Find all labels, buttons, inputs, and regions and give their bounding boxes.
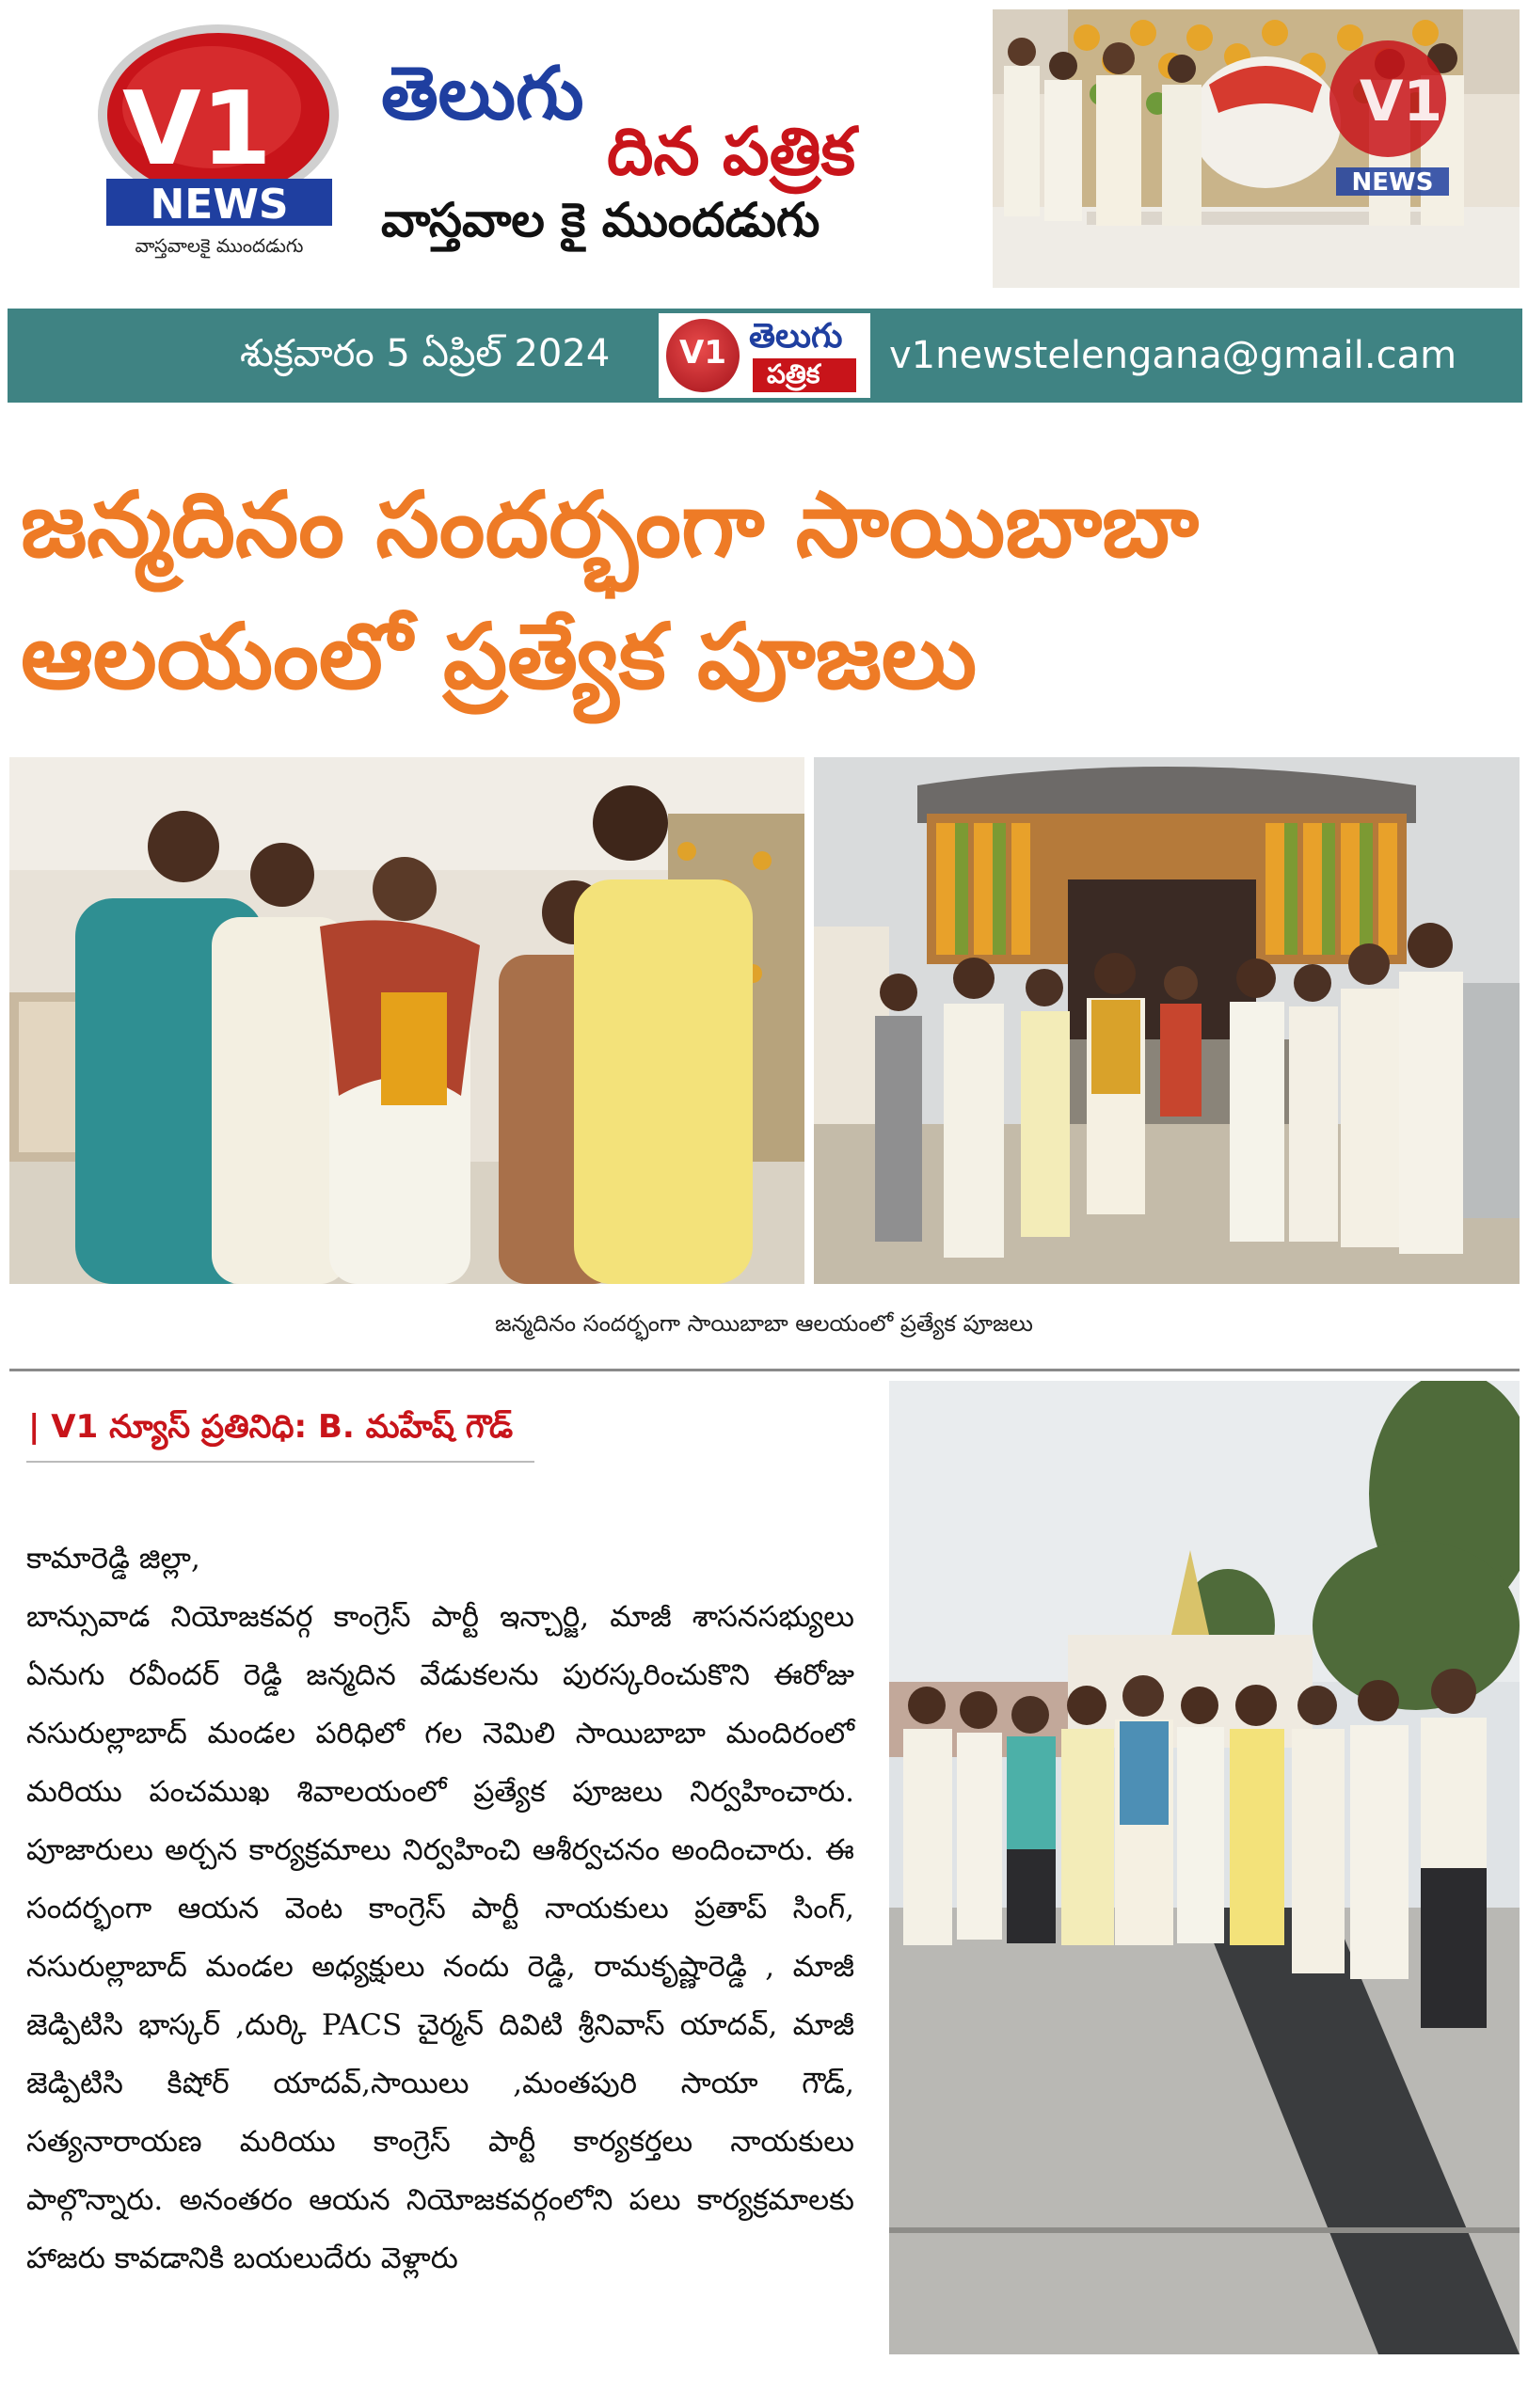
logo-tagline: వాస్తవాలకై ముందడుగు <box>135 234 304 257</box>
brand-tagline: వాస్తవాల కై ముందడుగు <box>381 193 820 247</box>
brand-telugu: తెలుగు <box>381 52 584 136</box>
section-divider <box>9 1369 1520 1371</box>
headline: జన్మదినం సందర్భంగా సాయిబాబా ఆలయంలో ప్రత్యేక పూజలు <box>21 472 1200 709</box>
brand-dina-patrika: దిన పత్రిక <box>607 113 855 190</box>
article-dateline: కామారెడ్డి జిల్లా, <box>26 1542 200 1576</box>
byline-underline <box>26 1461 534 1463</box>
masthead-temple-photo <box>993 9 1520 288</box>
band-logo-telugu: తెలుగు <box>749 317 843 356</box>
logo-news-text: NEWS <box>150 181 289 229</box>
svg-text:V1: V1 <box>1360 69 1443 135</box>
svg-text:NEWS: NEWS <box>1351 168 1434 197</box>
logo-v1-text: V1 <box>122 71 272 188</box>
v1-news-logo <box>89 21 348 261</box>
article-body <box>26 1529 854 2288</box>
band-logo-patrika: పత్రిక <box>767 358 820 389</box>
article-paragraph: బాన్సువాడ నియోజకవర్గ కాంగ్రెస్ పార్టీ ఇన్చార్జి, మాజీ శాసనసభ్యులు ఏనుగు రవీందర్ రెడ్డి జన్మదిన వేడుకలను పురస్కరించుకొని ఈరోజు నసురుల్లాబాద్ మండల పరిధిలో గల నెమిలి సాయిబాబా మందిరంలో మరియు పంచముఖ శివాలయంలో ప్రత్యేక పూజలు నిర్వహించారు. పూజారులు అర్చన కార్యక్రమాలు నిర్వహించి ఆశీర్వచనం అందించారు. ఈ సందర్భంగా ఆయన వెంట కాంగ్రెస్ పార్టీ నాయకులు ప్రతాప్ సింగ్, నసురుల్లాబాద్ మండల అధ్యక్షులు నందు రెడ్డి, రామకృష్ణారెడ్డి , మాజీ జెడ్పిటిసి భాస్కర్ ,దుర్కి PACS చైర్మన్ దివిటి శ్రీనివాస్ యాదవ్, మాజీ జెడ్పిటిసి కిషోర్ యాదవ్,సాయిలు ,మంతపురి సాయా గౌడ్, సత్యనారాయణ మరియు కాంగ్రెస్ పార్టీ కార్యకర్తలు నాయకులు పాల్గొన్నారు. అనంతరం ఆయన నియోజకవర్గంలోని పలు కార్యక్రమాలకు హాజరు కావడానికి బయలుదేరు వెళ్లారు <box>26 1600 854 2275</box>
band-logo-v1: V1 <box>679 334 726 372</box>
photo-caption: జన్మదినం సందర్భంగా సాయిబాబా ఆలయంలో ప్రత్యేక పూజలు <box>495 1310 1033 1337</box>
byline: | V1 న్యూస్ ప్రతినిధి: B. మహేష్ గౌడ్ <box>28 1408 514 1446</box>
photo-puja-indoor <box>9 757 804 1284</box>
photo-group-courtyard <box>889 1381 1520 2354</box>
photo-temple-outdoor <box>814 757 1520 1284</box>
contact-email[interactable]: v1newstelengana@gmail.cam <box>889 334 1457 377</box>
issue-date: శుక్రవారం 5 ఏప్రిల్ 2024 <box>240 332 611 375</box>
